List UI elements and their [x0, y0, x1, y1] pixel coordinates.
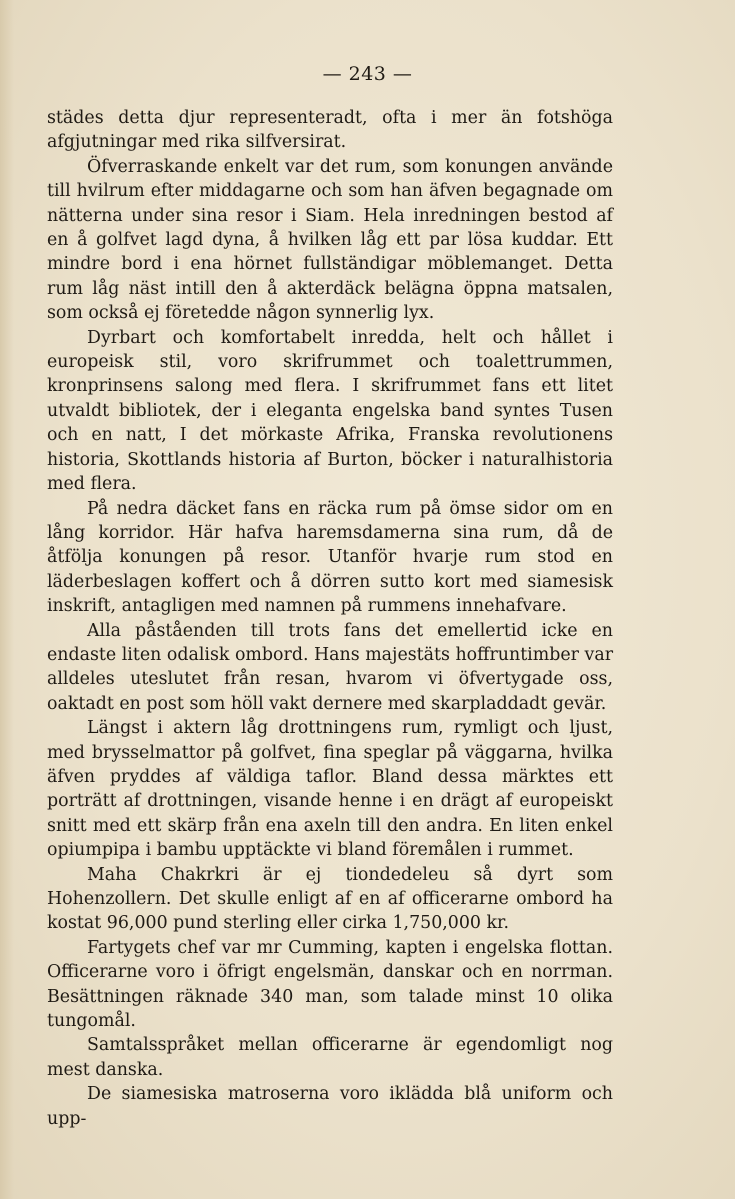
- paragraph-7: Maha Chakrkri är ej tiondedeleu så dyrt som Hohenzollern. Det skulle enligt af en af officerarne ombord ha kostat 96,000 pund sterling eller cirka 1,750,000 kr.: [47, 864, 613, 934]
- paragraph-10: De siamesiska matroserna voro iklädda blå uniform och upp-: [47, 1084, 613, 1129]
- paragraph-6: Längst i aktern låg drottningens rum, rymligt och ljust, med brysselmattor på golfvet, fina speglar på väggarna, hvilka äfven pryddes af väldiga taflor. Bland dessa märktes ett porträtt af drottningen, visande henne i en drägt af europeiskt snitt med ett skärp från ena axeln till den andra. En liten enkel opiumpipa i bambu upptäckte vi bland föremålen i rummet.: [47, 718, 613, 861]
- paragraph-1: städes detta djur representeradt, ofta i mer än fotshöga afgjutningar med rika silfversirat.: [47, 108, 613, 153]
- paragraph-4: På nedra däcket fans en räcka rum på ömse sidor om en lång korridor. Här hafva haremsdamerna sina rum, då de åtfölja konungen på resor. Utanför hvarje rum stod en läderbeslagen koffert och å dörren sutto kort med siamesisk inskrift, antagligen med namnen på rummens innehafvare.: [47, 498, 613, 617]
- paragraph-5: Alla påståenden till trots fans det emellertid icke en endaste liten odalisk ombord. Hans majestäts hoffruntimber var alldeles uteslutet från resan, hvarom vi öfvertygade oss, oaktadt en post som höll vakt dernere med skarpladdadt gevär.: [47, 620, 614, 714]
- body-text: [47, 106, 613, 1131]
- paragraph-2: Öfverraskande enkelt var det rum, som konungen använde till hvilrum efter middagarne och som han äfven begagnade om nätterna under sina resor i Siam. Hela inredningen bestod af en å golfvet lagd dyna, å hvilken låg ett par lösa kuddar. Ett mindre bord i ena hörnet fullständigar möblemanget. Detta rum låg näst intill den å akterdäck belägna öppna matsalen, som också ej företedde någon synnerlig lyx.: [47, 156, 613, 324]
- paragraph-9: Samtalsspråket mellan officerarne är egendomligt nog mest danska.: [47, 1035, 613, 1080]
- paragraph-8: Fartygets chef var mr Cumming, kapten i engelska flottan. Officerarne voro i öfrigt engelsmän, danskar och en norrman. Besättningen räknade 340 man, som talade minst 10 olika tungomål.: [47, 937, 613, 1032]
- page-number: — 243 —: [322, 63, 413, 85]
- paragraph-3: Dyrbart och komfortabelt inredda, helt och hållet i europeisk stil, voro skrifrummet och toalettrummen, kronprinsens salong med flera. I skrifrummet fans ett litet utvaldt bibliotek, der i eleganta engelska band syntes Tusen och en natt, I det mörkaste Afrika, Franska revolutionens historia, Skottlands historia af Burton, böcker i naturalhistoria med flera.: [47, 327, 613, 495]
